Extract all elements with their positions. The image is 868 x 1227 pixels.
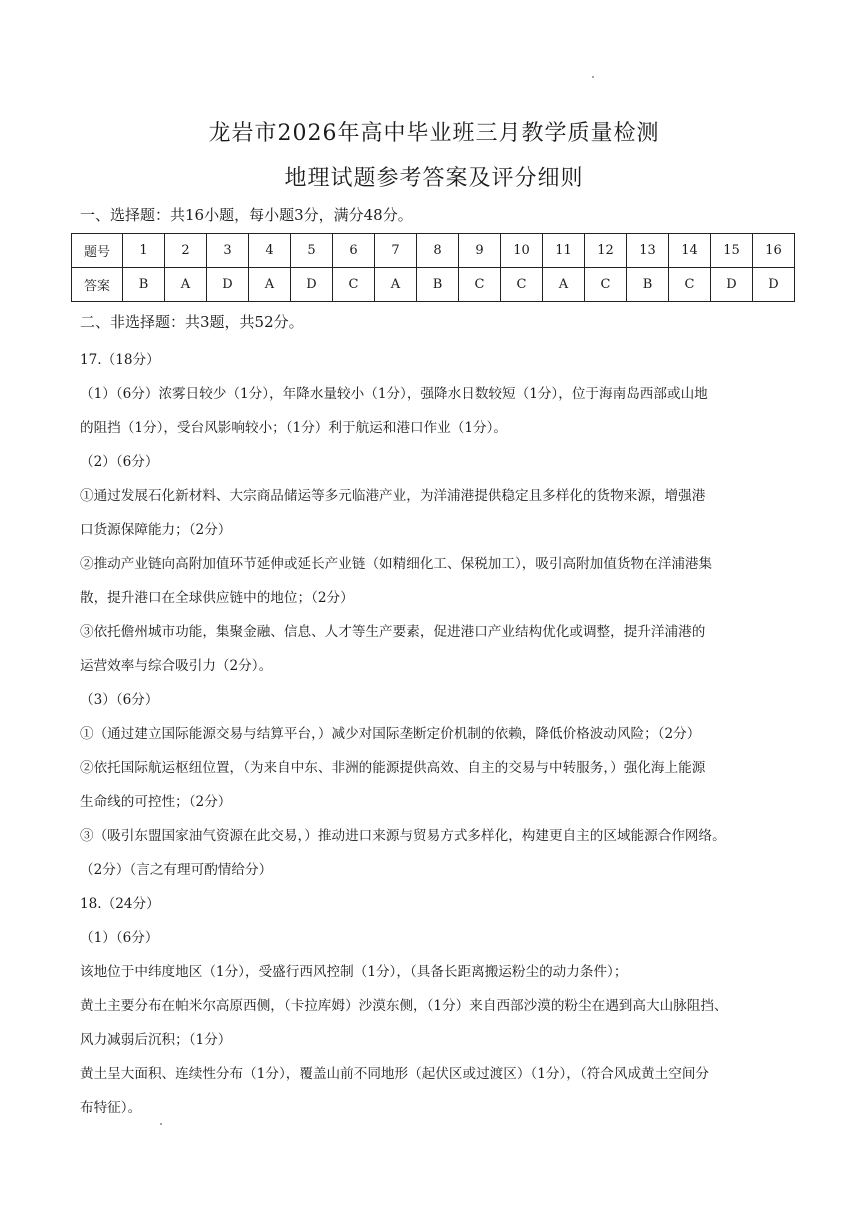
answer-line: （2分）（言之有理可酌情给分） <box>80 862 273 878</box>
section-free-response-heading: 二、非选择题：共3题，共52分。 <box>80 313 304 331</box>
answer-line: 风力减弱后沉积；（1分） <box>80 1032 232 1048</box>
answer-line: 口货源保障能力；（2分） <box>80 522 232 538</box>
answer-cell: C <box>501 268 543 302</box>
answer-line: 该地位于中纬度地区（1分），受盛行西风控制（1分），（具备长距离搬运粉尘的动力条件）； <box>80 964 628 980</box>
answer-line: 黄土主要分布在帕米尔高原西侧，（卡拉库姆）沙漠东侧，（1分）来自西部沙漠的粉尘在遇到高大山脉阻挡、 <box>80 998 728 1014</box>
answer-cell: C <box>333 268 375 302</box>
answer-line: （1）（6分）浓雾日较少（1分），年降水量较小（1分），强降水日数较短（1分），位于海南岛西部或山地 <box>80 386 708 402</box>
answer-cell: A <box>165 268 207 302</box>
question-number: 12 <box>585 234 627 268</box>
question-number: 3 <box>207 234 249 268</box>
question-number: 4 <box>249 234 291 268</box>
answer-cell: A <box>375 268 417 302</box>
question-number: 13 <box>627 234 669 268</box>
subquestion-heading: （3）（6分） <box>80 692 159 708</box>
answer-body <box>80 343 794 1125</box>
row-label-answer: 答案 <box>72 268 123 302</box>
answer-table <box>71 233 795 302</box>
question-number: 2 <box>165 234 207 268</box>
answer-line: ②推动产业链向高附加值环节延伸或延长产业链（如精细化工、保税加工），吸引高附加值货物在洋浦港集 <box>80 556 713 572</box>
page-subtitle: 地理试题参考答案及评分细则 <box>284 166 584 191</box>
question-number: 7 <box>375 234 417 268</box>
answer-cell: C <box>669 268 711 302</box>
question-number: 1 <box>123 234 165 268</box>
answer-line: 的阻挡（1分），受台风影响较小；（1分）利于航运和港口作业（1分）。 <box>80 420 507 436</box>
answer-line: 运营效率与综合吸引力（2分）。 <box>80 658 273 674</box>
answer-line: 生命线的可控性；（2分） <box>80 794 232 810</box>
answer-cell: A <box>543 268 585 302</box>
answer-line: 布特征）。 <box>80 1100 142 1116</box>
answer-line: ③（吸引东盟国家油气资源在此交易，）推动进口来源与贸易方式多样化，构建更自主的区域能源合作网络。 <box>80 828 726 844</box>
question-number: 9 <box>459 234 501 268</box>
answer-cell: B <box>417 268 459 302</box>
table-row-numbers <box>72 234 795 268</box>
answer-line: ①（通过建立国际能源交易与结算平台，）减少对国际垄断定价机制的依赖，降低价格波动风险；（2分） <box>80 726 701 742</box>
question-number: 10 <box>501 234 543 268</box>
question-number: 6 <box>333 234 375 268</box>
scan-speck <box>592 76 594 78</box>
row-label-number: 题号 <box>72 234 123 268</box>
question-number: 8 <box>417 234 459 268</box>
answer-line: ③依托儋州城市功能，集聚金融、信息、人才等生产要素，促进港口产业结构优化或调整，提升洋浦港的 <box>80 624 706 640</box>
answer-cell: B <box>123 268 165 302</box>
subquestion-heading: （1）（6分） <box>80 930 159 946</box>
answer-cell: C <box>459 268 501 302</box>
answer-line: 散，提升港口在全球供应链中的地位；（2分） <box>80 590 354 606</box>
answer-cell: D <box>291 268 333 302</box>
question-number: 14 <box>669 234 711 268</box>
table-row-answers <box>72 268 795 302</box>
answer-cell: D <box>753 268 795 302</box>
question-number: 5 <box>291 234 333 268</box>
question-heading: 17.（18分） <box>80 352 160 368</box>
answer-line: 黄土呈大面积、连续性分布（1分），覆盖山前不同地形（起伏区或过渡区）（1分），（符合风成黄土空间分 <box>80 1066 710 1082</box>
question-heading: 18.（24分） <box>80 896 160 912</box>
page-title: 龙岩市2026年高中毕业班三月教学质量检测 <box>208 121 660 146</box>
answer-cell: D <box>207 268 249 302</box>
question-number: 15 <box>711 234 753 268</box>
answer-cell: C <box>585 268 627 302</box>
subquestion-heading: （2）（6分） <box>80 454 159 470</box>
answer-cell: A <box>249 268 291 302</box>
question-number: 11 <box>543 234 585 268</box>
section-multiple-choice-heading: 一、选择题：共16小题，每小题3分，满分48分。 <box>80 206 413 224</box>
answer-line: ①通过发展石化新材料、大宗商品储运等多元临港产业，为洋浦港提供稳定且多样化的货物来源，增强港 <box>80 488 706 504</box>
answer-cell: D <box>711 268 753 302</box>
answer-line: ②依托国际航运枢纽位置，（为来自中东、非洲的能源提供高效、自主的交易与中转服务，）强化海上能源 <box>80 760 706 776</box>
question-number: 16 <box>753 234 795 268</box>
answer-cell: B <box>627 268 669 302</box>
